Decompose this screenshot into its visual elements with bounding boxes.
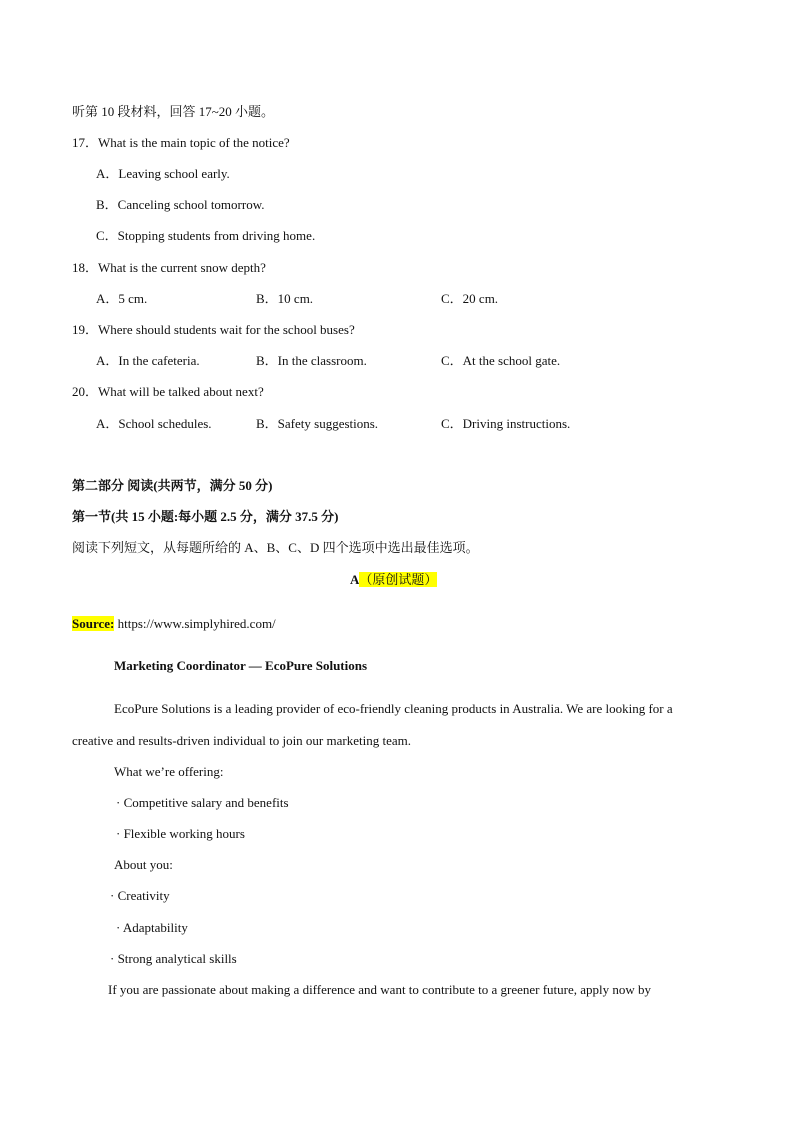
option-letter: B． <box>256 353 278 368</box>
question-number: 19． <box>72 322 99 337</box>
q19-option-b <box>256 353 367 369</box>
q20-option-c <box>441 416 570 432</box>
option-letter: A． <box>96 291 119 306</box>
option-text: In the classroom. <box>277 353 367 368</box>
source-line <box>72 616 276 632</box>
section-heading: 第一节(共 15 小题:每小题 2.5 分，满分 37.5 分) <box>72 509 339 524</box>
question-stem: What will be talked about next? <box>98 384 264 399</box>
option-text: Leaving school early. <box>118 166 230 181</box>
offering-heading: What we’re offering: <box>114 764 224 779</box>
option-text: Safety suggestions. <box>277 416 379 431</box>
q17-option-c <box>96 228 315 244</box>
q17-option-b <box>96 197 265 213</box>
about-heading: About you: <box>114 857 173 872</box>
option-letter: C． <box>441 416 463 431</box>
option-letter: C． <box>441 353 463 368</box>
question-20 <box>72 384 264 400</box>
question-number: 20． <box>72 384 99 399</box>
part-heading: 第二部分 阅读(共两节，满分 50 分) <box>72 478 273 493</box>
q18-option-c <box>441 291 498 307</box>
question-stem: Where should students wait for the school buses? <box>98 322 355 337</box>
closing-line: If you are passionate about making a difference and want to contribute to a greener future, apply now by <box>108 982 652 997</box>
option-text: School schedules. <box>118 416 212 431</box>
option-letter: C． <box>441 291 463 306</box>
about-item: · Strong analytical skills <box>110 951 237 966</box>
option-letter: A． <box>96 353 119 368</box>
passage-letter: A <box>350 572 360 587</box>
option-letter: A． <box>96 416 119 431</box>
q20-option-a <box>96 416 212 432</box>
option-text: In the cafeteria. <box>118 353 200 368</box>
q19-option-a <box>96 353 200 369</box>
option-letter: C． <box>96 228 118 243</box>
option-text: 5 cm. <box>118 291 148 306</box>
q18-option-a <box>96 291 147 307</box>
passage-heading <box>350 572 437 588</box>
option-text: At the school gate. <box>462 353 561 368</box>
listening-intro: 听第 10 段材料，回答 17~20 小题。 <box>72 104 275 119</box>
option-text: 20 cm. <box>462 291 499 306</box>
intro-line-1: EcoPure Solutions is a leading provider of eco-friendly cleaning products in Australia. We are looking for a <box>114 701 673 716</box>
option-text: Driving instructions. <box>462 416 571 431</box>
q17-option-a <box>96 166 230 182</box>
question-17 <box>72 135 290 151</box>
offering-item: · Competitive salary and benefits <box>116 795 289 810</box>
option-text: Canceling school tomorrow. <box>117 197 265 212</box>
option-letter: B． <box>96 197 118 212</box>
option-text: 10 cm. <box>277 291 314 306</box>
option-letter: B． <box>256 291 278 306</box>
q19-option-c <box>441 353 560 369</box>
question-19 <box>72 322 355 338</box>
source-label: Source: <box>72 616 115 631</box>
option-text: Stopping students from driving home. <box>117 228 316 243</box>
question-number: 18． <box>72 260 99 275</box>
source-link[interactable]: https://www.simplyhired.com/ <box>117 616 276 631</box>
job-title: Marketing Coordinator — EcoPure Solutions <box>114 658 368 673</box>
question-18 <box>72 260 266 276</box>
intro-line-2: creative and results-driven individual to join our marketing team. <box>72 733 411 748</box>
option-letter: A． <box>96 166 119 181</box>
about-item: · Creativity <box>110 888 170 903</box>
question-stem: What is the current snow depth? <box>98 260 266 275</box>
q18-option-b <box>256 291 313 307</box>
question-stem: What is the main topic of the notice? <box>98 135 290 150</box>
passage-note: （原创试题） <box>359 572 438 587</box>
reading-instruction: 阅读下列短文，从每题所给的 A、B、C、D 四个选项中选出最佳选项。 <box>72 540 479 555</box>
option-letter: B． <box>256 416 278 431</box>
offering-item: · Flexible working hours <box>116 826 245 841</box>
about-item: · Adaptability <box>116 920 188 935</box>
q20-option-b <box>256 416 378 432</box>
question-number: 17． <box>72 135 99 150</box>
